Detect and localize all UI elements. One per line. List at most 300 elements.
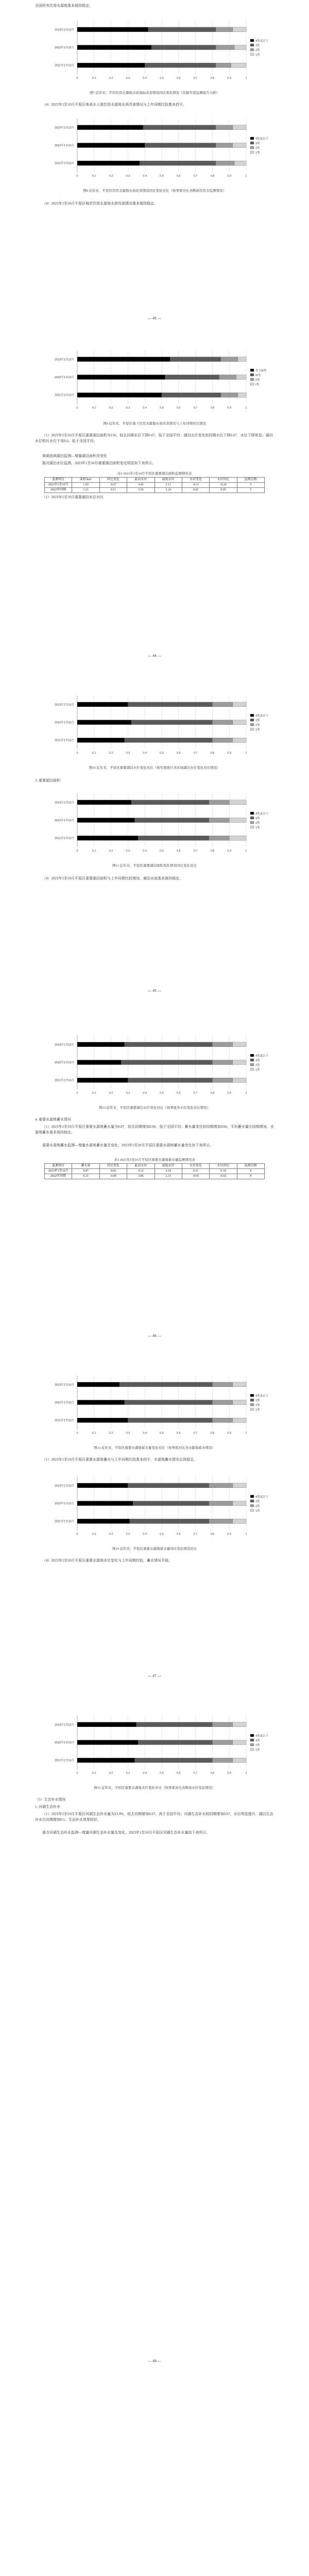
legend-swatch [250, 1743, 254, 1746]
figure-caption: 图10 近年来，平原区重要湖泊水位变化对比（按年度统计各区域湖泊水位变化对比情况） [89, 766, 220, 770]
x-tick-label: 0.4 [143, 1092, 147, 1095]
bar-segment [77, 1758, 135, 1762]
legend-swatch [250, 1408, 254, 1411]
bar-segment [233, 143, 246, 147]
table-cell: 0.18 [210, 1169, 237, 1174]
x-tick-label: 0.4 [143, 406, 147, 410]
bar-segment [138, 836, 209, 840]
chart-svg [0, 788, 309, 860]
bar-segment [77, 818, 135, 822]
bar-segment [77, 702, 128, 707]
x-tick-label: 0.2 [109, 1772, 113, 1775]
x-tick-label: 0.9 [227, 752, 232, 755]
category-label: 2022年1至10月 [55, 1061, 74, 1064]
category-label: 2022年1至10月 [55, 819, 74, 822]
bar-segment [162, 393, 221, 397]
bar-segment [212, 738, 232, 742]
x-tick-label: 0.3 [126, 1772, 130, 1775]
legend-swatch [250, 1495, 254, 1498]
table-header-cell: 面积/km² [72, 478, 99, 483]
x-tick-label: 1 [245, 1533, 247, 1536]
bar-segment [77, 1382, 119, 1387]
bar-segment [212, 702, 232, 707]
legend-label: 4类及以下 [255, 1735, 269, 1738]
x-tick-label: 0.1 [92, 1772, 96, 1775]
bar-segment [233, 1400, 246, 1404]
figure-caption: 图9 近年来，平原区地下饮用水源地水质改善情况与上年同期对比情况 [103, 422, 206, 426]
chart-svg [0, 113, 309, 185]
x-tick-label: 0.8 [210, 77, 215, 80]
bar-segment [209, 836, 229, 840]
category-label: 2021年1至10月 [55, 837, 74, 840]
legend-label: 3类 [255, 1500, 260, 1503]
bar-segment [229, 818, 246, 822]
bar-segment [212, 1418, 232, 1422]
x-tick-label: 0.8 [210, 1092, 215, 1095]
bar-segment [77, 1042, 125, 1047]
bar-segment [133, 1501, 209, 1505]
chart-6 [0, 1030, 309, 1103]
category-label: 2023年1至10月 [55, 801, 74, 805]
legend-label: 2类 [255, 1505, 260, 1508]
body-paragraph: （4）2023年1至10月平原区地表水入渠饮用水源地水质改善情况与上年同期比较基本持平。 [42, 103, 186, 107]
figure-caption: 图12 近年来，平原区重要湖泊水位变化对比（按季度各水位变化对比情况） [98, 1106, 211, 1110]
x-tick-label: 0 [76, 1432, 78, 1435]
category-label: 2022年1至10月 [55, 1502, 74, 1505]
legend-label: 4类及以下 [255, 1055, 269, 1058]
x-tick-label: 0.7 [193, 175, 198, 178]
category-label: 2022年1至10月 [55, 1401, 74, 1404]
table-header-cell: 监测点数 [237, 478, 264, 483]
chart-1 [0, 15, 309, 88]
category-label: 2022年1至10月 [55, 1741, 74, 1744]
x-tick-label: 0.5 [160, 406, 164, 410]
bar-segment [77, 720, 131, 724]
x-tick-label: 0 [76, 77, 78, 80]
bar-segment [77, 1519, 130, 1523]
bar-segment [216, 161, 234, 165]
table-cell: 1.21 [72, 488, 99, 493]
x-tick-label: 0.7 [193, 1432, 198, 1435]
bar-segment [233, 27, 246, 32]
legend-label: 4类及以下 [255, 40, 269, 43]
data-table [44, 1163, 265, 1179]
body-paragraph: （4）2023年1至10月平原区重要湖泊面积与上年同期比较增加，湖泊水面基本保持稳定。 [42, 876, 183, 880]
x-tick-label: 0 [76, 175, 78, 178]
chart-7 [0, 1370, 309, 1443]
bar-segment [128, 702, 212, 707]
bar-segment [77, 800, 131, 805]
category-label: 2022年1至10月 [55, 144, 74, 147]
table-cell: 2022年同期 [45, 1174, 72, 1179]
category-label: 2023年1至10月 [55, 1723, 74, 1727]
bar-segment [238, 357, 246, 362]
bar-segment [125, 738, 213, 742]
x-tick-label: 0.3 [126, 1092, 130, 1095]
table-caption: 表3 2023年1至10月平原区重要水源地蓄水量监测情况表 [114, 1158, 195, 1162]
bar-segment [212, 1060, 232, 1064]
figure-caption: 图11 近年来，平原区重要湖泊面积变化情况同比变化对比 [112, 864, 197, 868]
body-paragraph: （4）2023年1至10月平原区城市饮用水源地水质改善情况基本保持稳定。 [42, 201, 158, 206]
x-tick-label: 0.6 [176, 406, 181, 410]
legend-label: 3类 [255, 719, 260, 722]
bar-segment [233, 1060, 246, 1064]
data-table [44, 477, 265, 493]
x-tick-label: 0.9 [227, 1533, 232, 1536]
x-tick-label: 0.5 [160, 752, 164, 755]
legend-label: 2类 [255, 822, 260, 825]
x-tick-label: 0.7 [193, 1772, 198, 1775]
x-tick-label: 0.1 [92, 752, 96, 755]
table-cell: 0.21 [182, 1169, 209, 1174]
table-header-cell: 最高水位 [127, 478, 154, 483]
bar-segment [216, 143, 233, 147]
x-tick-label: 0.6 [176, 1533, 181, 1536]
bar-segment [77, 45, 151, 49]
bar-segment [231, 63, 246, 67]
x-tick-label: 0.4 [143, 1432, 147, 1435]
x-tick-label: 1 [245, 1772, 247, 1775]
x-tick-label: 0.7 [193, 1533, 198, 1536]
x-tick-label: 0.2 [109, 850, 113, 853]
section-heading: 4. 重要水源地蓄水情况 [35, 1117, 71, 1122]
x-tick-label: 0.3 [126, 175, 130, 178]
body-paragraph: 据对湖泊水位监测，2023年1至10月重要湖泊面积变化明显如下表所示。 [42, 461, 156, 465]
table-caption: 表2 2023年1至10月平原区重要湖泊面积监测情况表 [117, 472, 192, 476]
table-cell: 3.56 [127, 488, 154, 493]
figure-caption: 图7 近年来，平均饮用水源地水质指标改善情况同比变化情况（依据年度监测报告分析） [90, 91, 219, 95]
bar-segment [77, 1501, 133, 1505]
page-number: — 46 — [148, 1334, 161, 1338]
x-tick-label: 0 [76, 1092, 78, 1095]
legend-label: 4类及以下 [255, 715, 269, 718]
x-tick-label: 0.8 [210, 752, 215, 755]
category-label: 2023年1至10月 [55, 28, 74, 32]
bar-segment [77, 738, 125, 742]
x-tick-label: 0.4 [143, 752, 147, 755]
table-header-cell: 水位变化 [182, 1164, 209, 1169]
body-paragraph: （1）2023年1至10月平原区重要湖泊面积为116，较去同期水位下降0.67，低于全国平均；湖泊水位变化较同期水位下降0.67，水位下降明显；湖泊水位相比水位不变0.6，低于全国平均。 [35, 433, 273, 443]
x-tick-label: 1 [245, 175, 247, 178]
legend-swatch [250, 1500, 254, 1502]
chart-svg [0, 1370, 309, 1443]
x-tick-label: 1 [245, 77, 247, 80]
table-cell: 0.66 [99, 1169, 127, 1174]
bar-segment [77, 161, 140, 165]
body-paragraph: （1）2023年1至10月平原区重要水源地蓄水量为0.87，较去同期增加0.66，低于全国平均；蓄水量变化较同期增加0.66，平均蓄水量比同期增加，水源地蓄水基本保持稳定。 [35, 1125, 274, 1134]
bar-segment [233, 720, 246, 724]
x-tick-label: 0.9 [227, 1432, 232, 1435]
legend-label: 3类 [255, 1399, 260, 1402]
category-label: 2023年1至10月 [55, 703, 74, 707]
bar-segment [238, 393, 246, 397]
bar-segment [216, 63, 231, 67]
table-cell: -0.09 [99, 1174, 127, 1179]
table-cell: 2023年1至10月 [45, 1169, 72, 1174]
body-paragraph: 黄湖流域湖泊监测—增量湖泊面积及变化 [42, 454, 107, 458]
chart-2 [0, 113, 309, 185]
x-tick-label: 0.7 [193, 1092, 198, 1095]
legend-label: II类 [255, 379, 260, 382]
bar-segment [77, 1078, 128, 1082]
legend-swatch [250, 1399, 254, 1401]
legend-label: I类 [255, 383, 260, 386]
x-tick-label: 0.5 [160, 1432, 164, 1435]
category-label: 2021年1至10月 [55, 1079, 74, 1082]
bar-segment [135, 1758, 213, 1762]
table-cell: -0.03 [182, 1174, 209, 1179]
chart-svg [0, 15, 309, 88]
page-number: — 44 — [148, 654, 161, 658]
x-tick-label: 0.2 [109, 1432, 113, 1435]
x-tick-label: 0.5 [160, 850, 164, 853]
bar-segment [128, 1418, 212, 1422]
x-tick-label: 0.4 [143, 1533, 147, 1536]
x-tick-label: 0.1 [92, 1533, 96, 1536]
table-header-cell: 监测点数 [237, 1164, 264, 1169]
x-tick-label: 0.6 [176, 1092, 181, 1095]
legend-label: 1类 [255, 1069, 260, 1072]
category-label: 2021年1至10月 [55, 394, 74, 397]
bar-segment [77, 1722, 136, 1727]
page-number: — 47 — [148, 1674, 161, 1678]
bar-segment [125, 1400, 213, 1404]
bar-segment [148, 27, 216, 32]
x-tick-label: 0.6 [176, 1432, 181, 1435]
legend-swatch [250, 137, 254, 140]
legend-swatch [250, 723, 254, 726]
table-header-cell: 蓄水量 [72, 1164, 99, 1169]
x-tick-label: 0.4 [143, 175, 147, 178]
table-cell: -0.11 [182, 483, 209, 488]
bar-segment [131, 720, 212, 724]
legend-label: 1类 [255, 728, 260, 732]
x-tick-label: 0.6 [176, 77, 181, 80]
category-label: 2022年1至10月 [55, 376, 74, 379]
x-tick-label: 0.8 [210, 406, 215, 410]
table-header-cell: 同比变化 [99, 478, 127, 483]
x-tick-label: 0.9 [227, 850, 232, 853]
x-tick-label: 0.9 [227, 1092, 232, 1095]
x-tick-label: 0.3 [126, 850, 130, 853]
x-tick-label: 0 [76, 1772, 78, 1775]
bar-segment [229, 836, 246, 840]
bar-segment [138, 1740, 212, 1744]
page-number: — 45 — [148, 989, 161, 993]
table-cell: 5 [237, 483, 264, 488]
chart-4 [0, 690, 309, 762]
x-tick-label: 0.5 [160, 1533, 164, 1536]
table-cell: 4.12 [127, 1169, 154, 1174]
x-tick-label: 0.3 [126, 406, 130, 410]
page-number: — 48 — [148, 2360, 161, 2363]
section-heading: 3. 重要湖泊面积 [35, 778, 60, 783]
x-tick-label: 0.1 [92, 77, 96, 80]
legend-swatch [250, 151, 254, 154]
table-header-cell: 水位同比 [210, 1164, 237, 1169]
bar-segment [209, 800, 229, 805]
table-cell: -0.67 [99, 483, 127, 488]
bar-segment [234, 45, 246, 49]
bar-segment [209, 1483, 233, 1488]
x-tick-label: 0.1 [92, 175, 96, 178]
legend-swatch [250, 1063, 254, 1066]
table-cell: 2023年1至10月 [45, 483, 72, 488]
bar-segment [233, 1722, 246, 1727]
bar-segment [77, 375, 165, 379]
body-paragraph: 重要水源地蓄水监测—增量水源地蓄水量及变化，2023年1至10月平原区重要水源地蓄水量变化如下表所示。 [42, 1143, 214, 1147]
bar-segment [77, 1418, 128, 1422]
category-label: 2023年1至10月 [55, 1484, 74, 1488]
bar-segment [233, 1078, 246, 1082]
table-row [45, 1174, 265, 1179]
body-paragraph: （1）2023年1至10月平原区重要水源地蓄水与上年同期比较基本持平，水源地蓄水情况总体稳定。 [42, 1458, 197, 1462]
legend-label: 1类 [255, 1749, 260, 1752]
bar-segment [212, 1400, 232, 1404]
legend-swatch [250, 812, 254, 815]
bar-segment [121, 1060, 212, 1064]
bar-segment [77, 393, 162, 397]
category-label: 2021年1至10月 [55, 1419, 74, 1422]
x-tick-label: 0.2 [109, 1533, 113, 1536]
table-cell: 0.11 [99, 488, 127, 493]
x-tick-label: 0.1 [92, 1092, 96, 1095]
section-heading: （5）生态补水情况 [35, 1798, 66, 1802]
x-tick-label: 0 [76, 1533, 78, 1536]
x-tick-label: 0 [76, 406, 78, 410]
x-tick-label: 1 [245, 850, 247, 853]
category-label: 2021年1至10月 [55, 1520, 74, 1523]
bar-segment [77, 1060, 121, 1064]
legend-label: 3类 [255, 817, 260, 820]
table-cell: 2022年同期 [45, 488, 72, 493]
bar-segment [212, 1078, 232, 1082]
bar-segment [233, 125, 246, 130]
legend-label: 2类 [255, 147, 260, 150]
table-cell: 5 [237, 488, 264, 493]
figure-caption: 图15 近年来，平原区重要水源地水位变化对比（按季度对比各断面水位变化情况） [94, 1786, 215, 1790]
bar-segment [131, 800, 209, 805]
x-tick-label: 0.5 [160, 175, 164, 178]
bar-segment [170, 357, 220, 362]
bar-segment [209, 818, 229, 822]
bar-segment [219, 375, 236, 379]
page-number: — 45 — [148, 317, 161, 320]
x-tick-label: 0 [76, 752, 78, 755]
bar-segment [233, 1740, 246, 1744]
x-tick-label: 0.2 [109, 752, 113, 755]
legend-label: 4类及以下 [255, 138, 269, 141]
legend-swatch [250, 817, 254, 819]
legend-swatch [250, 146, 254, 149]
bar-segment [209, 1519, 233, 1523]
legend-label: 2类 [255, 49, 260, 52]
bar-segment [128, 1078, 212, 1082]
x-tick-label: 0.9 [227, 175, 232, 178]
legend-label: 3类 [255, 142, 260, 145]
table-header-row [45, 1164, 265, 1169]
x-tick-label: 0.1 [92, 1432, 96, 1435]
legend-label: 3类 [255, 1739, 260, 1742]
legend-swatch [250, 1054, 254, 1057]
category-label: 2021年1至10月 [55, 739, 74, 742]
legend-swatch [250, 714, 254, 717]
x-tick-label: 1 [245, 1092, 247, 1095]
table-header-cell: 最低水位 [154, 478, 182, 483]
legend-label: 1类 [255, 54, 260, 57]
x-tick-label: 0 [76, 850, 78, 853]
chart-svg [0, 690, 309, 762]
legend-label: 1类 [255, 151, 260, 155]
x-tick-label: 0.9 [227, 77, 232, 80]
table-row [45, 488, 265, 493]
table-cell: 8 [237, 1169, 264, 1174]
chart-svg [0, 345, 309, 417]
figure-caption: 图13 近年来，平原区重要水源地蓄水量变化对比（按季度对比各水源地蓄水情况） [94, 1446, 215, 1450]
legend-label: 2类 [255, 1404, 260, 1407]
bar-segment [125, 1042, 213, 1047]
bar-segment [212, 1382, 232, 1387]
x-tick-label: 0.8 [210, 1432, 215, 1435]
section-heading: 1. 河湖生态补水 [35, 1805, 60, 1809]
table-cell: 0.05 [210, 488, 237, 493]
bar-segment [128, 1483, 209, 1488]
bar-segment [212, 1758, 232, 1762]
bar-segment [77, 27, 148, 32]
x-tick-label: 0.6 [176, 1772, 181, 1775]
x-tick-label: 0.2 [109, 175, 113, 178]
bar-segment [216, 27, 233, 32]
legend-swatch [250, 374, 254, 376]
body-paragraph: （1）2023年1至10月重要湖泊水位对比 [42, 495, 104, 499]
x-tick-label: 0.3 [126, 1432, 130, 1435]
legend-label: III类 [255, 374, 261, 377]
legend-swatch [250, 1509, 254, 1512]
x-tick-label: 0.4 [143, 77, 147, 80]
bar-segment [233, 1042, 246, 1047]
table-cell: 8 [237, 1174, 264, 1179]
chart-5 [0, 788, 309, 860]
legend-swatch [250, 1748, 254, 1751]
legend-label: 2类 [255, 1744, 260, 1747]
legend-swatch [250, 1734, 254, 1737]
table-header-cell: 水位同比 [210, 478, 237, 483]
x-tick-label: 0.5 [160, 77, 164, 80]
chart-svg [0, 1030, 309, 1103]
x-tick-label: 0.7 [193, 850, 198, 853]
x-tick-label: 0.5 [160, 1092, 164, 1095]
bar-segment [212, 1042, 232, 1047]
legend-label: 4类及以下 [255, 812, 269, 816]
bar-segment [216, 45, 234, 49]
bar-segment [143, 125, 216, 130]
bar-segment [212, 1740, 232, 1744]
bar-segment [136, 1722, 213, 1727]
bar-segment [233, 702, 246, 707]
table-cell: 2.11 [154, 483, 182, 488]
bar-segment [221, 357, 238, 362]
legend-swatch [250, 383, 254, 385]
bar-segment [221, 393, 238, 397]
legend-swatch [250, 378, 254, 381]
x-tick-label: 0.4 [143, 1772, 147, 1775]
body-paragraph: （1）2023年1至10月平原区河湖生态补水量为23.9%，较去同期增加0.67，高于全国平均；河湖生态补水较同期增加0.67，水位明显提升，湖泊生态补水比同期增加0.5，生态补水效果较好。 [35, 1812, 273, 1822]
x-tick-label: 0.6 [176, 850, 181, 853]
table-cell: 3.45 [127, 483, 154, 488]
x-tick-label: 0.9 [227, 1772, 232, 1775]
table-header-cell: 同比变化 [99, 1164, 127, 1169]
bar-segment [77, 143, 145, 147]
